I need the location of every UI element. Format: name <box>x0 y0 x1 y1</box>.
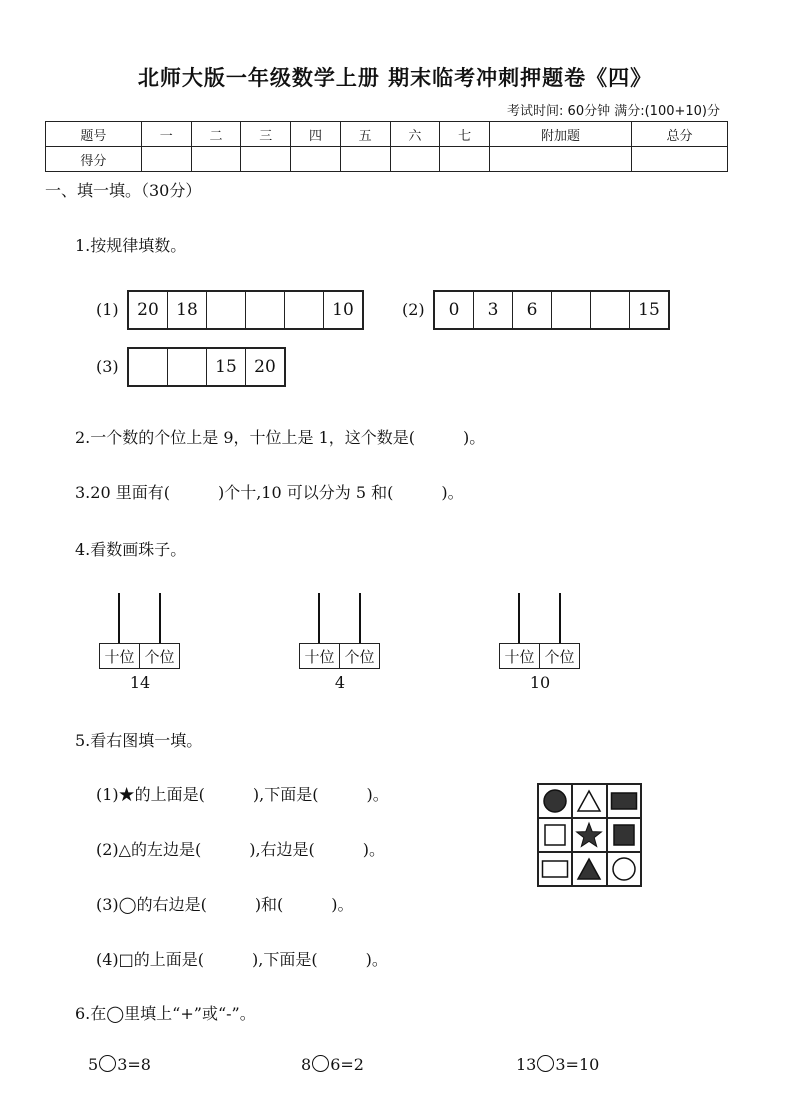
square-outline-icon <box>538 818 572 852</box>
question-1-text: 1.按规律填数。 <box>75 236 187 255</box>
tens-label: 十位 <box>104 647 135 666</box>
score-header-cell: 一 <box>141 122 191 147</box>
page-title: 北师大版一年级数学上册 期末临考冲刺押题卷《四》 <box>137 66 653 90</box>
filled-rectangle-icon <box>607 784 641 818</box>
sequence-cell: 0 <box>435 292 474 328</box>
section-heading: 一、填一填。（30分） <box>45 181 202 200</box>
sequence-cell: 6 <box>513 292 552 328</box>
filled-circle-icon <box>538 784 572 818</box>
score-header-cell: 七 <box>440 122 490 147</box>
sequence-cell: 20 <box>129 292 168 328</box>
score-cell[interactable] <box>291 147 341 172</box>
score-table-header-row <box>46 122 728 147</box>
equation-right: 3=8 <box>117 1055 151 1074</box>
question-4-text: 4.看数画珠子。 <box>75 540 187 559</box>
equation <box>516 1055 599 1074</box>
filled-square-icon <box>607 818 641 852</box>
equation-right: 6=2 <box>330 1055 364 1074</box>
sequence-label: (3) <box>96 357 119 376</box>
tens-label: 十位 <box>304 647 335 666</box>
abacus-base <box>299 643 380 669</box>
score-cell[interactable] <box>390 147 440 172</box>
score-header-cell: 总分 <box>632 122 728 147</box>
score-header-cell: 附加题 <box>490 122 632 147</box>
abacus-base <box>99 643 180 669</box>
abacus <box>299 593 381 692</box>
equation <box>301 1055 364 1074</box>
sequence-cell: 10 <box>332 300 354 320</box>
sequence-cell: 18 <box>168 292 207 328</box>
abacus-number: 10 <box>529 673 551 692</box>
question-2-text: 2.一个数的个位上是 9，十位上是 1，这个数是( )。 <box>75 428 486 447</box>
score-header-cell: 六 <box>390 122 440 147</box>
sequence-cell: 15 <box>207 349 246 385</box>
abacus-rod <box>159 593 161 643</box>
score-header-cell: 四 <box>291 122 341 147</box>
abacus <box>99 593 181 692</box>
ones-label: 个位 <box>339 644 379 668</box>
sequence-row-3 <box>127 347 286 387</box>
question-5-item: (1)★的上面是( ),下面是( )。 <box>96 785 389 804</box>
question-3-text: 3.20 里面有( )个十,10 可以分为 5 和( )。 <box>75 483 464 502</box>
sequence-cell: 3 <box>474 292 513 328</box>
sequence-blank[interactable] <box>591 292 630 328</box>
filled-triangle-icon <box>572 852 606 886</box>
sequence-blank[interactable] <box>552 292 591 328</box>
question-5-item: (4)□的上面是( ),下面是( )。 <box>96 950 388 969</box>
score-cell[interactable] <box>632 147 728 172</box>
abacus <box>499 593 581 692</box>
score-cell[interactable] <box>141 147 191 172</box>
question-5-text: 5.看右图填一填。 <box>75 731 203 750</box>
equation-left: 13 <box>516 1055 537 1074</box>
equation-left: 5 <box>88 1055 99 1074</box>
score-cell[interactable] <box>490 147 632 172</box>
star-icon <box>572 818 606 852</box>
sequence-blank[interactable] <box>129 349 168 385</box>
operator-circle-icon[interactable] <box>312 1055 329 1072</box>
abacus-base <box>499 643 580 669</box>
operator-circle-icon[interactable] <box>99 1055 116 1072</box>
sequence-row-1 <box>127 290 364 330</box>
score-header-cell: 五 <box>340 122 390 147</box>
exam-meta: 考试时间: 60分钟 满分:(100+10)分 <box>507 104 720 119</box>
score-header-cell: 二 <box>191 122 241 147</box>
equation-right: 3=10 <box>555 1055 600 1074</box>
score-cell[interactable] <box>440 147 490 172</box>
circle-outline-icon <box>607 852 641 886</box>
question-6-text: 6.在◯里填上“+”或“-”。 <box>75 1004 256 1023</box>
score-cell[interactable] <box>340 147 390 172</box>
abacus-rod <box>318 593 320 643</box>
question-5-item: (2)△的左边是( ),右边是( )。 <box>96 840 386 859</box>
score-header-cell: 三 <box>241 122 291 147</box>
score-cell[interactable] <box>191 147 241 172</box>
equation-left: 8 <box>301 1055 312 1074</box>
sequence-blank[interactable] <box>285 292 324 328</box>
abacus-rod <box>559 593 561 643</box>
score-table <box>45 121 728 172</box>
abacus-number: 4 <box>334 673 346 692</box>
abacus-number: 14 <box>129 673 151 692</box>
tens-label: 十位 <box>504 647 535 666</box>
question-5-item: (3)◯的右边是( )和( )。 <box>96 895 354 914</box>
sequence-cell: 20 <box>254 357 276 377</box>
ones-label: 个位 <box>139 644 179 668</box>
sequence-label: (1) <box>96 300 119 319</box>
score-header-cell: 题号 <box>46 122 142 147</box>
sequence-blank[interactable] <box>246 292 285 328</box>
shape-grid <box>537 783 642 887</box>
score-cell[interactable] <box>241 147 291 172</box>
score-row-label: 得分 <box>46 147 142 172</box>
abacus-rod <box>359 593 361 643</box>
score-table-score-row <box>46 147 728 172</box>
rectangle-outline-icon <box>538 852 572 886</box>
sequence-blank[interactable] <box>168 349 207 385</box>
ones-label: 个位 <box>539 644 579 668</box>
triangle-outline-icon <box>572 784 606 818</box>
operator-circle-icon[interactable] <box>537 1055 554 1072</box>
sequence-blank[interactable] <box>207 292 246 328</box>
equation <box>88 1055 151 1074</box>
abacus-rod <box>518 593 520 643</box>
sequence-row-2 <box>433 290 670 330</box>
sequence-label: (2) <box>402 300 425 319</box>
sequence-cell: 15 <box>638 300 660 320</box>
abacus-rod <box>118 593 120 643</box>
